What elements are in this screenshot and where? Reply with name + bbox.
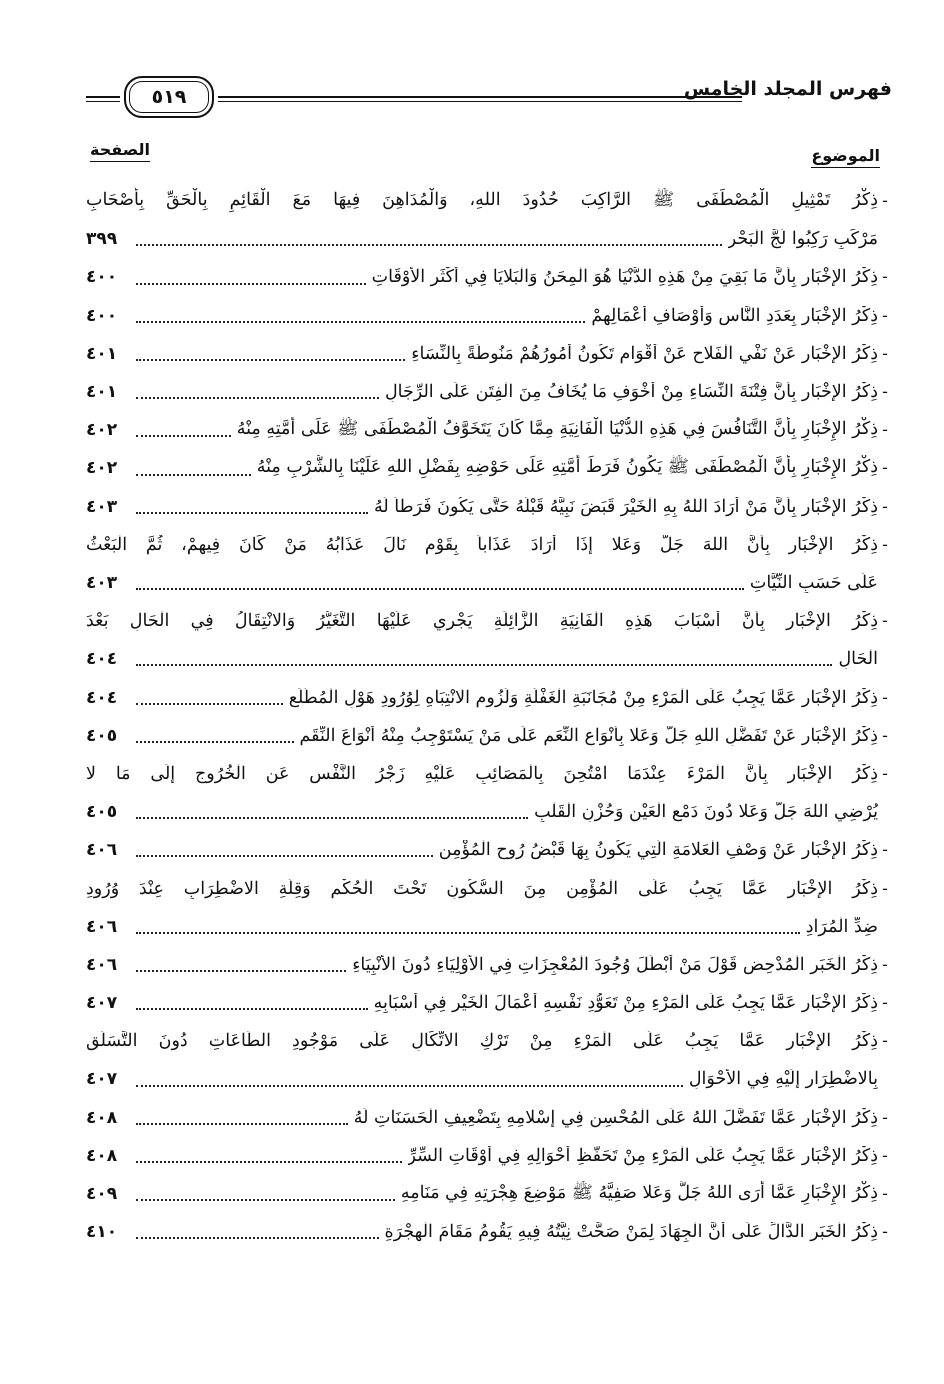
- entry-line: [86, 946, 892, 984]
- dash-bullet-icon: -: [882, 191, 888, 212]
- entry-title: ذِكْرُ الإِخْبَارِ بِأَنَّ الْمَرْءَ عِنْدَمَا امْتُحِنَ بِالْمَصَائِبِ عَلَيْهِ زَجْرُ النَّفْسِ عَنِ الْخُرُوجِ إِلَى مَا لا: [86, 763, 878, 784]
- entry-line: [86, 1175, 892, 1213]
- entry-line: [86, 335, 892, 373]
- entry-page-number: ٤٠١: [86, 382, 118, 403]
- page-number: ٥١٩: [124, 76, 214, 118]
- entry-title: ذِكْرُ الإِخْبَارِ عَمَّا يَجِبُ عَلَى الْمُؤْمِنِ مِنَ السُّكُونِ تَحْتَ الْحُكْمِ وَقِلَّةِ الاضْطِرَابِ عِنْدَ وُرُودِ: [86, 878, 878, 899]
- entry-title-continued: عَلَى حَسَبِ النِّيَّاتِ: [749, 572, 878, 593]
- entry-title: ذِكْرُ الإِخْبَارِ بِأَنَّ أَسْبَابَ هَذِهِ الْفَانِيَةِ الزَّائِلَةِ يَجْرِي عَلَيْهَا التَّغَيُّرُ وَالانْتِقَالُ فِي الْحَالِ بَعْدَ: [86, 611, 878, 632]
- entry-line: [86, 411, 892, 449]
- entry-title: ذِكْرُ الإِخْبَارِ عَنْ نَفْيِ الْفَلاحِ عَنْ أَقْوَامٍ تَكُونُ أُمُورُهُمْ مَنُوطَةً بِالنِّسَاءِ: [411, 343, 878, 364]
- dot-leader: [136, 397, 379, 399]
- entry-line: [86, 755, 892, 793]
- entry-line: [86, 297, 892, 335]
- entry-page-number: ٤٠٢: [86, 458, 118, 479]
- entry-page-number: ٤٠٤: [86, 649, 118, 670]
- index-entry: [86, 1213, 892, 1251]
- topic-column-header: الموضوع: [811, 146, 880, 168]
- entry-page-number: ٤٠٤: [86, 687, 118, 708]
- index-entry: [86, 411, 892, 449]
- dot-leader: [136, 1237, 379, 1239]
- entry-line: [86, 869, 892, 907]
- index-entry: [86, 678, 892, 716]
- entry-line: [86, 526, 892, 564]
- page-column-header: الصفحة: [90, 140, 150, 162]
- entry-page-number: ٤٠٣: [86, 572, 118, 593]
- entry-line: [86, 602, 892, 640]
- entry-title: ذِكْرُ الإِخْبَارِ عَنْ وَصْفِ الْعَلامَةِ الَّتِي يَكُونُ بِهَا قَبْضُ رُوحِ الْمُؤْمِنِ: [438, 840, 878, 861]
- entry-page-number: ٤٠٨: [86, 1107, 118, 1128]
- entry-title: ذِكْرُ تَمْثِيلِ الْمُصْطَفَى ﷺ الرَّاكِبَ حُدُودَ اللهِ، وَالْمُدَاهِنَ فِيهَا مَعَ الْقَائِمِ بِالْحَقِّ بِأَصْحَابِ: [86, 190, 878, 211]
- entry-page-number: ٤٠٦: [86, 954, 118, 975]
- entry-title-continued: الْحَالِ: [838, 649, 878, 670]
- entry-page-number: ٤١٠: [86, 1222, 118, 1243]
- dot-leader: [136, 970, 346, 972]
- entry-line: [86, 908, 892, 946]
- dot-leader: [136, 1199, 395, 1201]
- column-headers: [86, 140, 892, 174]
- dot-leader: [136, 588, 744, 590]
- dash-bullet-icon: -: [882, 687, 888, 708]
- running-title: فهرس المجلد الخامس: [683, 78, 892, 100]
- entry-page-number: ٤٠٥: [86, 802, 118, 823]
- entry-title: ذِكْرُ الإِخْبَارِ عَمَّا يَجِبُ عَلَى الْمَرْءِ مِنْ تَرْكِ الاتِّكَالِ عَلَى مَوْجُودِ الطَّاعَاتِ دُونَ التَّسَلُّقِ: [86, 1031, 878, 1052]
- index-entry: [86, 984, 892, 1022]
- dash-bullet-icon: -: [882, 267, 888, 288]
- index-entry: [86, 1022, 892, 1098]
- dash-bullet-icon: -: [882, 1107, 888, 1128]
- dot-leader: [136, 359, 405, 361]
- index-entry: [86, 1175, 892, 1213]
- entry-line: [86, 488, 892, 526]
- entry-line: [86, 831, 892, 869]
- entry-title: ذِكْرُ الإِخْبَارِ بِأَنَّ مَا بَقِيَ مِنْ هَذِهِ الدُّنْيَا هُوَ الْمِحَنُ وَالْبَلايَا فِي أَكْثَرِ الأَوْقَاتِ: [371, 267, 878, 288]
- dash-bullet-icon: -: [882, 1222, 888, 1243]
- dot-leader: [136, 855, 433, 857]
- dash-bullet-icon: -: [882, 305, 888, 326]
- entry-title: ذِكْرُ الإِخْبَارِ عَمَّا يَجِبُ عَلَى الْمَرْءِ مِنْ تَعَوُّدِ نَفْسِهِ أَعْمَالَ الْخَيْرِ فِي أَسْبَابِهِ: [373, 993, 878, 1014]
- entry-page-number: ٤٠٩: [86, 1184, 118, 1205]
- dot-leader: [136, 283, 366, 285]
- entry-line: [86, 717, 892, 755]
- dash-bullet-icon: -: [882, 420, 888, 441]
- entry-title: ذِكْرُ الإِخْبَارِ عَمَّا يَجِبُ عَلَى الْمَرْءِ مِنْ تَحَفُّظِ أَحْوَالِهِ فِي أَوْقَاتِ السِّرِّ: [407, 1145, 878, 1166]
- dot-leader: [136, 1123, 348, 1125]
- index-entry: [86, 717, 892, 755]
- entry-page-number: ٤٠٠: [86, 267, 118, 288]
- header-rule-right: [218, 96, 742, 102]
- entry-title-continued: ضِدِّ الْمُرَادِ: [805, 916, 878, 937]
- header-rule-left: [86, 96, 120, 102]
- entry-line: [86, 1137, 892, 1175]
- dash-bullet-icon: -: [882, 878, 888, 899]
- entry-line: [86, 564, 892, 602]
- entry-line: [86, 1022, 892, 1060]
- entry-title: ذِكْرُ الإِخْبَارِ بِعَدَدِ النَّاسِ وَأَوْصَافِ أَعْمَالِهِمْ: [591, 305, 878, 326]
- entry-title-continued: يُرْضِي اللهَ جَلَّ وَعَلا دُونَ دَمْعِ الْعَيْنِ وَحُزْنِ الْقَلْبِ: [534, 802, 878, 823]
- entry-page-number: ٤٠٠: [86, 305, 118, 326]
- dash-bullet-icon: -: [882, 993, 888, 1014]
- dash-bullet-icon: -: [882, 1184, 888, 1205]
- entry-title-continued: بِالاضْطِرَارِ إِلَيْهِ فِي الأَحْوَالِ: [688, 1069, 878, 1090]
- entry-page-number: ٤٠٧: [86, 993, 118, 1014]
- entry-line: [86, 220, 892, 258]
- index-entry: [86, 1137, 892, 1175]
- entry-page-number: ٤٠٣: [86, 496, 118, 517]
- dash-bullet-icon: -: [882, 382, 888, 403]
- index-entry: [86, 755, 892, 831]
- dash-bullet-icon: -: [882, 954, 888, 975]
- index-entry: [86, 297, 892, 335]
- entry-page-number: ٤٠٦: [86, 840, 118, 861]
- index-entry: [86, 526, 892, 602]
- dash-bullet-icon: -: [882, 496, 888, 517]
- entry-line: [86, 1099, 892, 1137]
- entry-title: ذِكْرُ الْخَبَرِ الدَّالِّ عَلَى أَنَّ الْجِهَادَ لِمَنْ صَحَّتْ نِيَّتُهُ فِيهِ يَقُومُ مَقَامَ الْهِجْرَةِ: [384, 1222, 878, 1243]
- dot-leader: [136, 1085, 683, 1087]
- entry-title: ذِكْرُ الإِخْبَارِ بِأَنَّ الْمُصْطَفَى ﷺ يَكُونُ فَرَطَ أُمَّتِهِ عَلَى حَوْضِهِ بِفَضْلِ اللهِ عَلَيْنَا بِالشُّرْبِ مِنْهُ: [256, 457, 878, 478]
- entry-title: ذِكْرُ الإِخْبَارِ بِأَنَّ التَّنَافُسَ فِي هَذِهِ الدُّنْيَا الْفَانِيَةِ مِمَّا كَانَ يَتَخَوَّفُ الْمُصْطَفَى ﷺ عَلَى أُمَّتِهِ مِنْهُ: [236, 419, 878, 440]
- dot-leader: [136, 741, 294, 743]
- index-entry: [86, 1099, 892, 1137]
- entry-title: ذِكْرُ الإِخْبَارِ عَمَّا تَفَضَّلَ اللهُ عَلَى الْمُحْسِنِ فِي إِسْلامِهِ بِتَضْعِيفِ الْحَسَنَاتِ لَهُ: [353, 1107, 878, 1128]
- dash-bullet-icon: -: [882, 725, 888, 746]
- entry-title: ذِكْرُ الإِخْبَارِ بِأَنَّ مَنْ أَرَادَ اللهُ بِهِ الْخَيْرَ قَبَضَ نَبِيَّهُ قَبْلَهُ حَتَّى يَكُونَ فَرَطاً لَهُ: [374, 496, 878, 517]
- entry-line: [86, 793, 892, 831]
- dash-bullet-icon: -: [882, 840, 888, 861]
- dash-bullet-icon: -: [882, 1145, 888, 1166]
- dash-bullet-icon: -: [882, 343, 888, 364]
- entry-line: [86, 640, 892, 678]
- entry-page-number: ٤٠١: [86, 343, 118, 364]
- entry-line: [86, 373, 892, 411]
- index-entry: [86, 946, 892, 984]
- entry-page-number: ٤٠٨: [86, 1145, 118, 1166]
- dash-bullet-icon: -: [882, 763, 888, 784]
- dot-leader: [136, 435, 231, 437]
- running-header: [86, 72, 892, 124]
- dash-bullet-icon: -: [882, 458, 888, 479]
- dash-bullet-icon: -: [882, 611, 888, 632]
- dot-leader: [136, 321, 585, 323]
- dot-leader: [136, 512, 368, 514]
- index-entries: [86, 182, 892, 1251]
- entry-page-number: ٤٠٦: [86, 916, 118, 937]
- index-entry: [86, 488, 892, 526]
- entry-page-number: ٤٠٥: [86, 725, 118, 746]
- dash-bullet-icon: -: [882, 534, 888, 555]
- entry-line: [86, 1060, 892, 1098]
- entry-line: [86, 182, 892, 220]
- entry-page-number: ٤٠٢: [86, 420, 118, 441]
- entry-title: ذِكْرُ الإِخْبَارِ عَمَّا يَجِبُ عَلَى الْمَرْءِ مِنْ مُجَانَبَةِ الْغَفْلَةِ وَلُزُومِ الانْتِبَاهِ لِوُرُودِ هَوْلِ الْمُطَّلَعِ: [288, 687, 878, 708]
- dot-leader: [136, 1161, 402, 1163]
- entry-line: [86, 678, 892, 716]
- entry-title-continued: مَرْكَبٍ رَكِبُوا لُجَّ الْبَحْرِ: [727, 229, 878, 250]
- entry-line: [86, 449, 892, 487]
- entry-title: ذِكْرُ الإِخْبَارِ عَنْ تَفَضُّلِ اللهِ جَلَّ وَعَلا بِأَنْوَاعِ النِّعَمِ عَلَى مَنْ يَسْتَوْجِبُ مِنْهُ أَنْوَاعَ النِّقَمِ: [299, 725, 878, 746]
- index-entry: [86, 182, 892, 258]
- entry-line: [86, 1213, 892, 1251]
- entry-title: ذِكْرُ الإِخْبَارِ عَمَّا أَرَى اللهُ جَلَّ وَعَلا صَفِيَّهُ ﷺ مَوْضِعَ هِجْرَتِهِ فِي مَنَامِهِ: [400, 1183, 878, 1204]
- entry-title: ذِكْرُ الْخَبَرِ الْمُدْحِضِ قَوْلَ مَنْ أَبْطَلَ وُجُودَ الْمُعْجِزَاتِ فِي الأَوْلِيَاءِ دُونَ الأَنْبِيَاءِ: [352, 954, 878, 975]
- dash-bullet-icon: -: [882, 1031, 888, 1052]
- dot-leader: [136, 1008, 368, 1010]
- dot-leader: [136, 703, 283, 705]
- entry-title: ذِكْرُ الإِخْبَارِ بِأَنَّ فِتْنَةَ النِّسَاءِ مِنْ أَخْوَفِ مَا يُخَافُ مِنَ الْفِتَنِ عَلَى الرِّجَالِ: [384, 382, 878, 403]
- dot-leader: [136, 817, 528, 819]
- index-entry: [86, 335, 892, 373]
- index-entry: [86, 602, 892, 678]
- index-entry: [86, 373, 892, 411]
- index-entry: [86, 831, 892, 869]
- dot-leader: [136, 244, 722, 246]
- dot-leader: [136, 474, 251, 476]
- dot-leader: [136, 932, 800, 934]
- index-entry: [86, 449, 892, 487]
- dot-leader: [136, 664, 832, 666]
- entry-page-number: ٣٩٩: [86, 229, 118, 250]
- entry-line: [86, 258, 892, 296]
- entry-line: [86, 984, 892, 1022]
- index-entry: [86, 869, 892, 945]
- entry-page-number: ٤٠٧: [86, 1069, 118, 1090]
- entry-title: ذِكْرُ الإِخْبَارِ بِأَنَّ اللهَ جَلَّ وَعَلا إِذَا أَرَادَ عَذَاباً بِقَوْمٍ نَالَ عَذَابُهُ مَنْ كَانَ فِيهِمْ، ثُمَّ الْبَعْثُ: [86, 534, 878, 555]
- index-entry: [86, 258, 892, 296]
